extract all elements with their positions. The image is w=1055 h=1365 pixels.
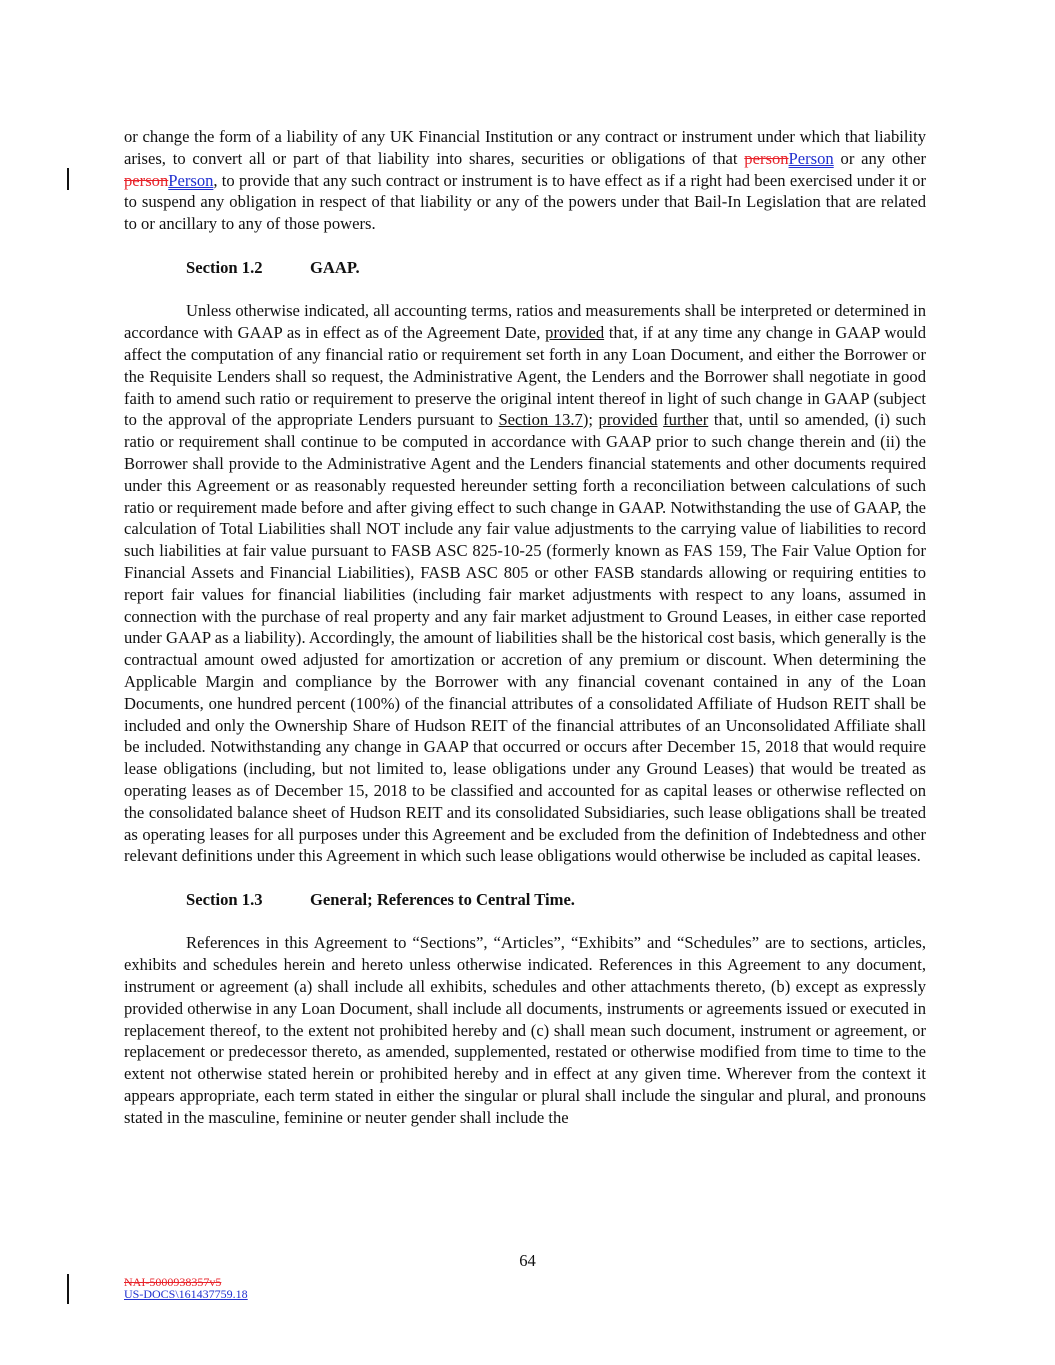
section-title: General; References to Central Time. <box>310 889 575 909</box>
document-page <box>124 126 926 1150</box>
text: or change the form of a liability of any UK Financial Institution or any contract or instrument under which that liability arises, to convert all or part of that liability into shares, securities or obligations of that <box>124 127 926 168</box>
deleted-doc-id: NAI-5000938357v5 <box>124 1275 222 1289</box>
section-heading-1-3 <box>186 889 926 911</box>
section-reference: Section 13.7 <box>498 410 583 430</box>
text: , to provide that any such contract or instrument is to have effect as if a right had been exercised under it or to suspend any obligation in respect of that liability or any of the powers under that Bail-In Legislation that are related to or ancillary to any of those powers. <box>124 170 926 234</box>
text: that, until so amended, (i) such ratio or requirement shall continue to be computed in accordance with GAAP prior to such change therein and (ii) the Borrower shall provide to the Administrative Agent and the Lenders financial statements and other documents required under this Agreement or as reasonably requested hereunder setting forth a reconciliation between calculations of such ratio or requirement made before and after giving effect to such change in GAAP. Notwithstanding the use of GAAP, the calculation of Total Liabilities shall NOT include any fair value adjustments to the carrying value of liabilities to record such liabilities at fair value pursuant to FASB ASC 825-10-25 (formerly known as FAS 159, The Fair Value Option for Financial Assets and Financial Liabilities), FASB ASC 805 or other FASB standards allowing or requiring entities to report fair values for financial liabilities (including fair market adjustments with respect to any loans, assumed in connection with the purchase of real property and any fair market adjustment to Ground Leases, in either case reported under GAAP as a liability). Accordingly, the amount of liabilities shall be the historical cost basis, which generally is the contractual amount owed adjusted for amortization or accretion of any premium or discount. When determining the Applicable Margin and compliance by the Borrower with any financial covenant contained in any of the Loan Documents, one hundred percent (100%) of the financial attributes of a consolidated Affiliate of Hudson REIT shall be included and only the Ownership Share of Hudson REIT of the financial attributes of an Unconsolidated Affiliate shall be included. Notwithstanding any change in GAAP that occurred or occurs after December 15, 2018 that would require lease obligations (including, but not limited to, lease obligations under any Ground Leases) that would be treated as operating leases as of December 15, 2018 to be classified and accounted for as capital leases or otherwise reflected on the consolidated balance sheet of Hudson REIT and its consolidated Subsidiaries, such lease obligations shall be treated as operating leases for all purposes under this Agreement and be excluded from the definition of Indebtedness and other relevant definitions under this Agreement in which such lease obligations would otherwise be included as capital leases. <box>124 410 926 866</box>
text: Unless otherwise indicated, all accounting terms, ratios and measurements shall be interpreted or determined in accordance with GAAP as in effect as of the Agreement Date, <box>124 301 926 343</box>
text: or any other <box>833 148 926 168</box>
page-number: 64 <box>519 1251 536 1270</box>
inserted-text: Person <box>788 148 834 168</box>
underlined-term: provided <box>545 323 605 343</box>
inserted-text: Person <box>168 170 214 190</box>
underlined-term: provided <box>598 410 658 430</box>
inserted-doc-id: US-DOCS\161437759.18 <box>124 1287 248 1301</box>
references-paragraph: References in this Agreement to “Sections”, “Articles”, “Exhibits” and “Schedules” are to sections, articles, exhibits and schedules herein and hereto unless otherwise indicated. References in this Agreement to any document, instrument or agreement (a) shall include all exhibits, schedules and other attachments thereto, (b) except as expressly provided otherwise in any Loan Document, shall include all documents, instruments or agreements issued or executed in replacement thereof, to the extent not prohibited hereby and (c) shall mean such document, instrument or agreement, or replacement or predecessor thereto, as amended, supplemented, restated or otherwise modified from time to time to the extent not otherwise stated herein or prohibited hereby and in effect at any given time. Wherever from the context it appears appropriate, each term stated in either the singular or plural shall include the singular and plural, and pronouns stated in the masculine, feminine or neuter gender shall include the <box>124 933 926 1127</box>
deleted-text: person <box>744 148 789 168</box>
text: that, if at any time any change in GAAP would affect the computation of any financial ratio or requirement set forth in any Loan Document, and either the Borrower or the Requisite Lenders shall so request, the Administrative Agent, the Lenders and the Borrower shall negotiate in good faith to amend such ratio or requirement to preserve the original intent thereof in light of such change in GAAP (subject to the approval of the appropriate Lenders pursuant to <box>124 323 926 430</box>
underlined-term: further <box>663 410 709 430</box>
section-title: GAAP. <box>310 257 360 277</box>
change-bar <box>67 1274 69 1304</box>
footer-doc-id <box>124 1276 248 1300</box>
change-bar <box>67 168 69 190</box>
section-number: Section 1.2 <box>186 257 263 277</box>
section-heading-1-2 <box>186 257 926 279</box>
gaap-paragraph <box>124 300 926 867</box>
deleted-text: person <box>124 170 169 190</box>
intro-paragraph <box>124 126 926 235</box>
text: ); <box>582 410 599 430</box>
section-number: Section 1.3 <box>186 889 263 909</box>
